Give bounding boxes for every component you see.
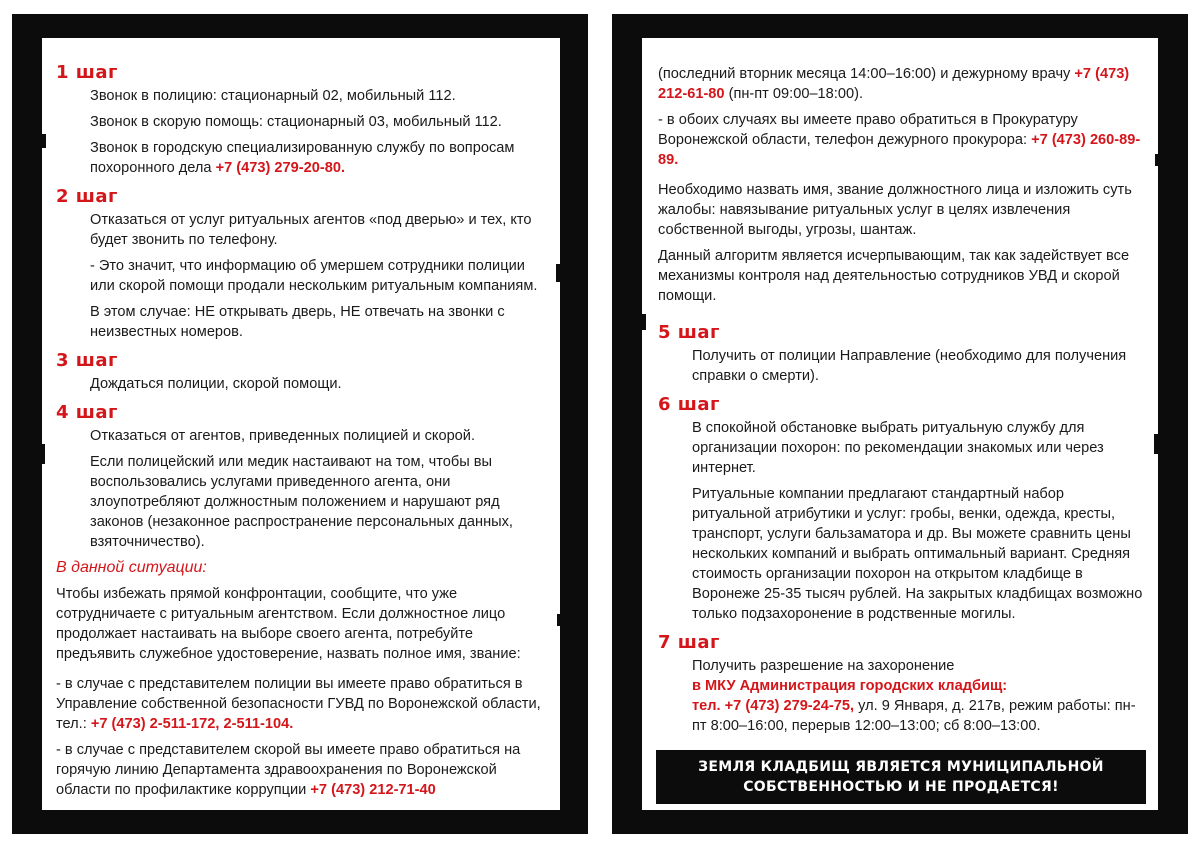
left-content	[42, 38, 560, 810]
step-1-body	[56, 86, 546, 178]
step-2-paragraph-1: Отказаться от услуг ритуальных агентов «под дверью» и тех, кто будет звонить по телефону.	[90, 212, 532, 248]
torn-edge-mark	[40, 444, 45, 464]
prosecutor-text: - в обоих случаях вы имеете право обратиться в Прокуратуру Воронежской области, телефон дежурного прокурора:	[658, 112, 1078, 148]
step-4-title: 4 шаг	[56, 402, 118, 423]
step-2-paragraph-3: В этом случае: НЕ открывать дверь, НЕ отвечать на звонки с неизвестных номеров.	[90, 304, 505, 340]
right-leaflet-page	[612, 14, 1188, 834]
prosecutor-phone: +7 (473) 260-89-89.	[658, 132, 1141, 168]
right-paper-sheet	[642, 38, 1158, 810]
doctor-contact-text: (последний вторник месяца 14:00–16:00) и дежурному врачу	[658, 66, 1075, 82]
step-7-title: 7 шаг	[658, 632, 720, 653]
situation-paragraph: Чтобы избежать прямой конфронтации, сообщите, что уже сотрудничаете с ритуальным агентством. Если должностное лицо продолжает настаивать на выборе своего агента, потребуйте предъявить служебное удостоверение, назвать полное имя, звание:	[56, 586, 521, 662]
step-1-funeral-service-call	[90, 138, 546, 178]
step-3-paragraph-1: Дождаться полиции, скорой помощи.	[90, 376, 342, 392]
step-1-police-call: Звонок в полицию: стационарный 02, мобильный 112.	[90, 88, 456, 104]
step-4-paragraph-2: Если полицейский или медик настаивают на том, чтобы вы воспользовались услугами приведенного агента, они злоупотребляют должностным положением и нарушают ряд законов (незаконное распространение персональных данных, взяточничество).	[90, 454, 513, 550]
ambulance-complaint-paragraph	[56, 740, 546, 800]
step-2-paragraph-2: - Это значит, что информацию об умершем сотрудники полиции или скорой помощи продали нескольким ритуальным компаниям.	[90, 258, 538, 294]
left-leaflet-page	[12, 14, 588, 834]
algorithm-paragraph: Данный алгоритм является исчерпывающим, так как задействует все механизмы контроля над деятельностью сотрудников УВД и скорой помощи.	[658, 248, 1130, 304]
step-5-paragraph-1: Получить от полиции Направление (необходимо для получения справки о смерти).	[692, 348, 1127, 384]
step-6-paragraph-1: В спокойной обстановке выбрать ритуальную службу для организации похорон: по рекомендации знакомых или через интернет.	[692, 420, 1104, 476]
ambulance-complaint-text: - в случае с представителем скорой вы имеете право обратиться на горячую линию Департамента здравоохранения по Воронежской области по профилактике коррупции	[56, 742, 521, 798]
step-2-body	[56, 210, 546, 342]
step-5-body	[658, 346, 1144, 386]
complaint-paragraph: Необходимо назвать имя, звание должностного лица и изложить суть жалобы: навязывание ритуальных услуг в целях извлечения собственной выгоды, угрозы, шантаж.	[658, 182, 1132, 238]
step-6-body	[658, 418, 1144, 624]
step-2-title: 2 шаг	[56, 186, 118, 207]
doctor-contact-paragraph	[658, 64, 1144, 104]
doctor-contact-phone: +7 (473) 212-61-80	[658, 66, 1130, 102]
police-complaint-text: - в случае с представителем полиции вы имеете право обратиться в Управление собственной безопасности ГУВД по Воронежской области, тел.:	[56, 676, 541, 732]
torn-edge-mark	[1154, 434, 1160, 454]
step-7-body	[658, 656, 1144, 736]
step-1-funeral-text: Звонок в городскую специализированную службу по вопросам похоронного дела	[90, 140, 515, 176]
left-paper-sheet	[42, 38, 560, 810]
ambulance-complaint-phone: +7 (473) 212-71-40	[310, 782, 436, 798]
right-content	[642, 38, 1158, 810]
step-1-title: 1 шаг	[56, 62, 118, 83]
banner-line-1: ЗЕМЛЯ КЛАДБИЩ ЯВЛЯЕТСЯ МУНИЦИПАЛЬНОЙ	[698, 759, 1104, 775]
step-7-address-hours: ул. 9 Января, д. 217в, режим работы: пн-пт 8:00–16:00, перерыв 12:00–13:00; сб 8:00–13:00.	[692, 698, 1136, 734]
step-6-title: 6 шаг	[658, 394, 720, 415]
banner-line-2: СОБСТВЕННОСТЬЮ И НЕ ПРОДАЕТСЯ!	[743, 779, 1059, 795]
torn-edge-mark	[640, 314, 646, 330]
step-7-permit-text: Получить разрешение на захоронение	[692, 658, 955, 674]
torn-edge-mark	[557, 614, 562, 626]
step-7-paragraph	[692, 656, 1144, 736]
prosecutor-paragraph	[658, 110, 1144, 170]
doctor-contact-hours: (пн-пт 09:00–18:00).	[724, 86, 863, 102]
step-5-title: 5 шаг	[658, 322, 720, 343]
police-complaint-paragraph	[56, 674, 546, 734]
step-7-phone: тел. +7 (473) 279-24-75,	[692, 698, 855, 714]
step-6-paragraph-2: Ритуальные компании предлагают стандартный набор ритуальной атрибутики и услуг: гробы, венки, одежда, кресты, транспорт, услуги бальзаматора и др. Вы можете сравнить цены нескольких компаний и выбрать оптимальный вариант. Средняя стоимость организации похорон на открытом кладбище в Воронеже 25-35 тысяч рублей. На закрытых кладбищах возможно только подзахоронение в родственные могилы.	[692, 486, 1143, 622]
torn-edge-mark	[1155, 154, 1160, 166]
police-complaint-phone: +7 (473) 2-511-172, 2-511-104.	[90, 716, 294, 732]
situation-heading: В данной ситуации:	[56, 559, 207, 576]
step-3-body	[56, 374, 546, 394]
step-3-title: 3 шаг	[56, 350, 118, 371]
step-1-ambulance-call: Звонок в скорую помощь: стационарный 03, мобильный 112.	[90, 114, 502, 130]
torn-edge-mark	[556, 264, 562, 282]
step-1-funeral-phone: +7 (473) 279-20-80.	[215, 160, 345, 176]
municipal-land-banner	[656, 750, 1146, 804]
torn-edge-mark	[40, 134, 46, 148]
step-4-body	[56, 426, 546, 552]
step-7-organization: в МКУ Администрация городских кладбищ:	[692, 678, 1008, 694]
step-4-paragraph-1: Отказаться от агентов, приведенных полицией и скорой.	[90, 428, 476, 444]
